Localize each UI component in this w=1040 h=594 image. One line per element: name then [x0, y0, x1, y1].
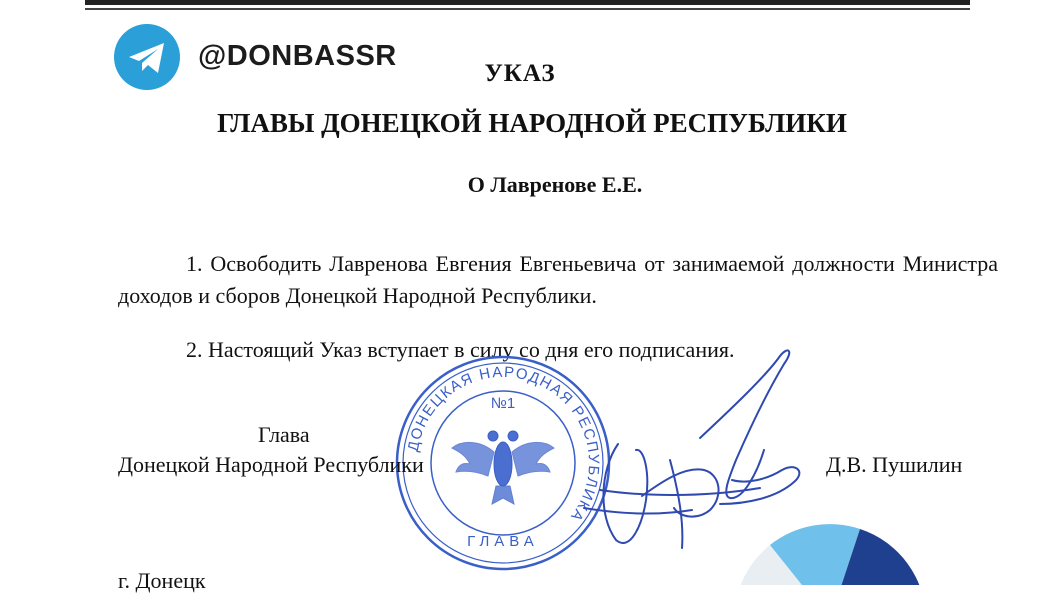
stamp-bottom-text: ГЛАВА — [467, 533, 539, 550]
top-border-thick — [85, 0, 970, 5]
decree-item-2: 2. Настоящий Указ вступает в силу со дня его подписания. — [186, 337, 735, 362]
signatory-title: Глава — [258, 422, 310, 447]
top-border-thin — [85, 8, 970, 10]
signatory-name: Д.В. Пушилин — [826, 452, 963, 477]
document-type: УКАЗ — [484, 60, 556, 87]
document-subject: О Лавренове Е.Е. — [467, 172, 643, 197]
place-of-signing: г. Донецк — [118, 568, 206, 593]
document-issuer: ГЛАВЫ ДОНЕЦКОЙ НАРОДНОЙ РЕСПУБЛИКИ — [217, 108, 847, 138]
decree-item-1: 1. Освободить Лавренова Евгения Евгеньевича от занимаемой должности Министра доходов и сборов Донецкой Народной Республики. — [118, 251, 998, 308]
coat-of-arms-icon — [452, 431, 554, 504]
stamp-number: №1 — [490, 395, 516, 412]
stamp-ring-text: ДОНЕЦКАЯ НАРОДНАЯ РЕСПУБЛИКА — [404, 363, 603, 526]
corner-logo — [730, 520, 930, 585]
telegram-handle: @DONBASSR — [198, 40, 397, 72]
signatory-organization: Донецкой Народной Республики — [118, 452, 424, 477]
